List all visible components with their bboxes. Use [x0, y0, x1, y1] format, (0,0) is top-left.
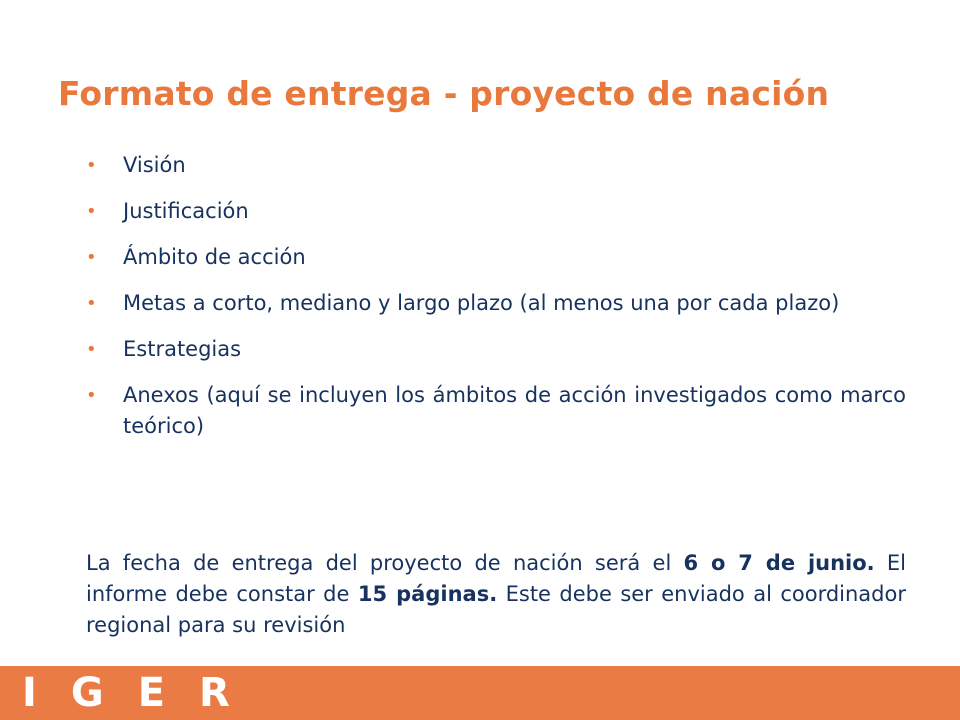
bullet-text: Justificación: [123, 199, 249, 223]
page-count: 15 páginas.: [357, 582, 498, 606]
bullet-icon: •: [86, 385, 97, 406]
bullet-item: [86, 242, 906, 273]
slide-title: Formato de entrega - proyecto de nación: [58, 74, 830, 113]
delivery-date: 6 o 7 de junio.: [683, 551, 875, 575]
closing-text: La fecha de entrega del proyecto de nación será el: [86, 551, 684, 575]
bullet-icon: •: [86, 293, 97, 314]
closing-text: Este debe ser enviado al coordinador regional para su revisión: [86, 582, 906, 637]
footer-bar: [0, 666, 960, 720]
bullet-text: Anexos (aquí se incluyen los ámbitos de acción investigados como marco teórico): [123, 383, 906, 438]
iger-logo: IGER: [22, 670, 264, 716]
bullet-icon: •: [86, 339, 97, 360]
bullet-item: [86, 196, 906, 227]
bullet-icon: •: [86, 155, 97, 176]
bullet-icon: •: [86, 247, 97, 268]
bullet-item: [86, 380, 906, 442]
bullet-text: Metas a corto, mediano y largo plazo (al menos una por cada plazo): [123, 291, 840, 315]
bullet-item: [86, 150, 906, 181]
bullet-text: Estrategias: [123, 337, 242, 361]
bullet-item: [86, 288, 906, 319]
bullet-icon: •: [86, 201, 97, 222]
bullet-text: Ámbito de acción: [123, 245, 306, 269]
closing-paragraph: [86, 548, 906, 641]
bullet-list: [86, 150, 906, 457]
closing-text: El informe debe constar de: [86, 551, 907, 606]
bullet-item: [86, 334, 906, 365]
bullet-text: Visión: [123, 153, 186, 177]
